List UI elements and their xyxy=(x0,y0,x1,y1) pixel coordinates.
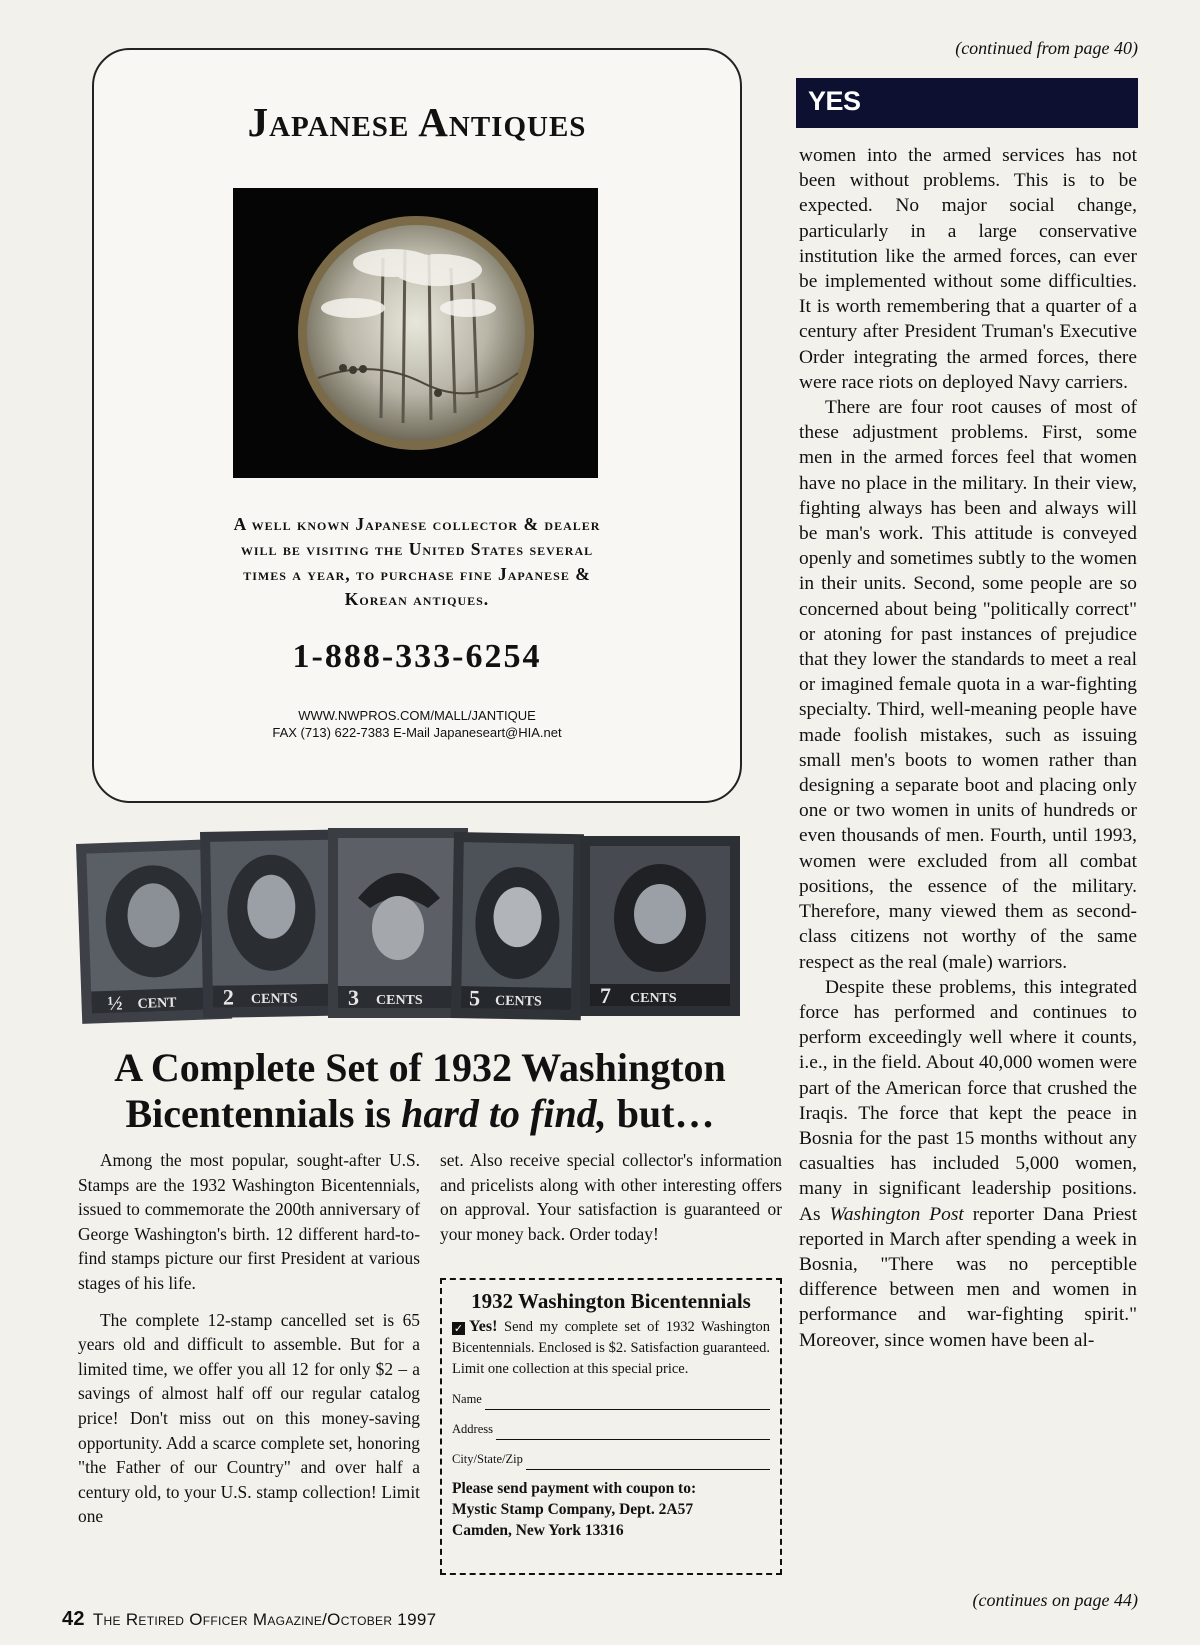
headline-line: A Complete Set of 1932 Washington xyxy=(114,1045,726,1090)
ad-paragraph: The complete 12-stamp cancelled set is 65 years old and difficult to assemble. But for a limited time, we offer you all 12 for only $2 – a savings of almost half off our regular catalog price! Don't miss out on this money-saving opportunity. Add a scarce complete set, honoring "the Father of our Country" and over half a century old, to your U.S. stamp collection! Limit one xyxy=(78,1309,420,1527)
ad-phone-number: 1-888-333-6254 xyxy=(292,638,542,675)
stamp-label: CENTS xyxy=(376,993,423,1008)
coupon-title: 1932 Washington Bicentennials xyxy=(471,1289,751,1313)
continues-on-note: (continues on page 44) xyxy=(972,1590,1138,1610)
stamp-label: CENT xyxy=(137,995,177,1012)
coupon-yes: Yes! xyxy=(469,1318,498,1335)
name-label: Name xyxy=(452,1392,482,1406)
stamp xyxy=(328,828,468,1018)
stamp xyxy=(451,832,584,1020)
article-text: reporter Dana Priest reported in March after spending a week in Bosnia, "There was no perceptible difference between men and women in performance and war-fighting spirit." Moreover, since women have been al- xyxy=(799,1203,1137,1351)
article-paragraph: women into the armed services has not been without problems. This is to be expected. No major social change, particularly in a large conservative institution like the armed forces, can ever be implemented without some difficulties. It is worth remembering that a quarter of a century after President Truman's Executive Order integrating the armed forces, there were race riots on deployed Navy carriers. xyxy=(799,145,1137,393)
name-field[interactable] xyxy=(452,1380,770,1410)
stamp-denomination: ½ xyxy=(107,992,123,1015)
ad-description-line: times a year, to purchase fine Japanese & xyxy=(243,564,591,584)
coupon-text: Send my complete set of 1932 Washington Bicentennials. Enclosed is $2. Satisfaction guaranteed. Limit one collection at this special price. xyxy=(452,1319,770,1377)
stamp-denomination: 5 xyxy=(468,985,481,1011)
city-state-zip-line[interactable] xyxy=(526,1455,770,1470)
ad-paragraph-continued: set. Also receive special collector's information and pricelists along with other interesting offers on approval. Your satisfaction is guaranteed or your money back. Order today! xyxy=(440,1150,782,1244)
address-label: Address xyxy=(452,1422,493,1436)
city-state-zip-label: City/State/Zip xyxy=(452,1452,523,1466)
ad-website: WWW.NWPROS.COM/MALL/JANTIQUE xyxy=(298,708,536,723)
magazine-title: The Retired Officer Magazine/October 1997 xyxy=(92,1610,437,1629)
stamp-label: CENTS xyxy=(494,993,542,1010)
stamp-denomination: 3 xyxy=(348,985,359,1010)
article-paragraph xyxy=(799,975,1137,1353)
name-line[interactable] xyxy=(485,1395,770,1410)
washington-ad-column-1 xyxy=(78,1148,420,1529)
address-line[interactable] xyxy=(496,1425,770,1440)
article-paragraph: There are four root causes of most of these adjustment problems. First, some men in the armed forces feel that women have no place in the military. In their view, fighting always has been and always will be man's work. This attitude is conveyed openly and sometimes subtly to the women in their units. Second, some people are so concerned about being "politically correct" or atoning for past instances of prejudice that they lower the standards to meet a real or imagined female quota in a war-fighting specialty. Third, well-meaning people have made foolish mistakes, such as issuing small men's boots to women rather than designing a separate boot and placing only one or two women in units of hundreds or even thousands of men. Fourth, until 1993, women were excluded from all combat positions, the essence of the military. Therefore, many viewed them as second-class citizens not worthy of the same respect as the real (male) warriors. xyxy=(799,397,1137,973)
page-footer xyxy=(62,1608,436,1631)
headline-text: but… xyxy=(606,1091,715,1136)
payment-line: Please send payment with coupon to: xyxy=(452,1480,697,1497)
order-coupon[interactable] xyxy=(440,1278,782,1575)
ad-description-line: Korean antiques. xyxy=(344,589,490,609)
checkbox-checked-icon[interactable]: ✓ xyxy=(453,1322,464,1335)
article-text: Despite these problems, this integrated force has performed and continues to perform exceedingly well where it counts, i.e., in the field. About 40,000 women were part of the American force that crushed the Iraqis. The force that kept the peace in Bosnia for the past 15 months without any casualties has included 5,000 women, many in significant leadership positions. As xyxy=(799,976,1137,1225)
address-field[interactable] xyxy=(452,1410,770,1440)
stamp xyxy=(200,830,343,1018)
article-body xyxy=(799,143,1137,1353)
stamp-denomination: 7 xyxy=(600,983,611,1008)
washington-ad-headline xyxy=(70,1045,770,1137)
stamp xyxy=(580,836,740,1016)
payment-instructions xyxy=(452,1478,770,1541)
ad-description-line: will be visiting the United States several xyxy=(240,539,594,559)
ad-description-line: A well known Japanese collector & dealer xyxy=(233,514,601,534)
section-label: YES xyxy=(808,86,861,116)
stamp-label: CENTS xyxy=(630,991,677,1006)
washington-stamps-image xyxy=(70,826,780,1036)
headline-text: Bicentennials is xyxy=(125,1091,402,1136)
headline-line xyxy=(70,1091,770,1137)
continued-from-note: (continued from page 40) xyxy=(955,38,1138,58)
payment-line: Camden, New York 13316 xyxy=(452,1522,624,1539)
ad-title: Japanese Antiques xyxy=(247,99,587,145)
stamp-label: CENTS xyxy=(250,991,298,1008)
ad-paragraph: Among the most popular, sought-after U.S. Stamps are the 1932 Washington Bicentennials, issued to commemorate the 200th anniversary of George Washington's birth. 12 different hard-to-find stamps picture our first President at various stages of his life. xyxy=(78,1150,420,1293)
ad-description xyxy=(112,512,722,612)
ad-fax-email: FAX (713) 622-7383 E-Mail Japaneseart@HIA.net xyxy=(272,725,562,740)
washington-ad-column-2 xyxy=(440,1148,782,1268)
headline-emphasis: hard to find, xyxy=(401,1091,607,1136)
payment-line: Mystic Stamp Company, Dept. 2A57 xyxy=(452,1501,694,1518)
page-number: 42 xyxy=(62,1608,85,1630)
stamp-denomination: 2 xyxy=(222,984,235,1010)
coupon-body xyxy=(452,1316,770,1380)
publication-name: Washington Post xyxy=(829,1203,964,1225)
city-state-zip-field[interactable] xyxy=(452,1440,770,1470)
antique-plate-photo xyxy=(233,188,598,478)
